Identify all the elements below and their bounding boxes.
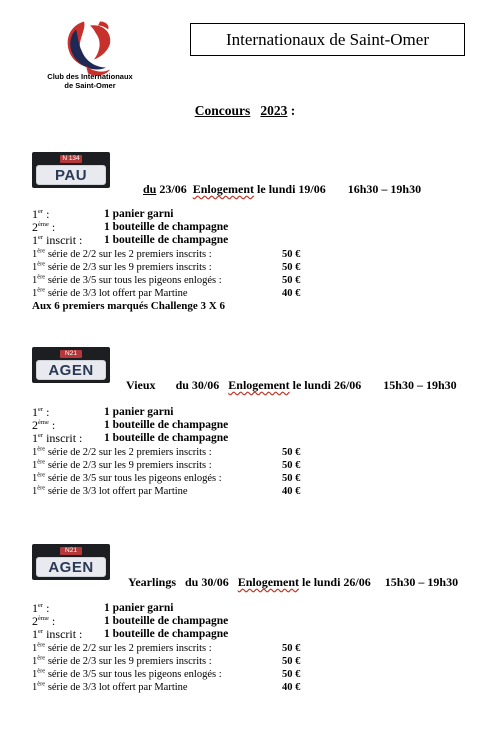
race-header-agen-yearlings [128, 575, 458, 590]
sign-name: AGEN [48, 558, 94, 576]
sign-name: PAU [54, 166, 88, 184]
date-prefix: du [175, 378, 189, 392]
race-category: Vieux [126, 378, 156, 392]
concours-label: Concours [194, 103, 251, 118]
road-sign-pau [32, 152, 110, 188]
document-title: Internationaux de Saint-Omer [226, 29, 429, 49]
date-prefix: du [143, 182, 157, 196]
race-header-agen-vieux [126, 378, 457, 393]
race-header-pau [143, 182, 421, 197]
enlogement-word: Enlogement [192, 182, 255, 196]
race-hours: 15h30 – 19h30 [383, 378, 457, 392]
race-hours: 15h30 – 19h30 [384, 575, 459, 589]
enlogement-date: le lundi 19/06 [254, 182, 326, 196]
concours-heading [0, 103, 490, 119]
sign-name: AGEN [48, 361, 94, 379]
sign-number: N21 [60, 547, 82, 555]
race-category: Yearlings [128, 575, 176, 589]
date-prefix: du [185, 575, 199, 589]
sign-plate [36, 360, 106, 380]
race-hours: 16h30 – 19h30 [347, 182, 422, 196]
concours-suffix: : [287, 103, 296, 118]
road-sign-agen-vieux [32, 347, 110, 383]
race-date: 30/06 [188, 378, 220, 392]
sign-number: N 134 [60, 155, 82, 163]
race-date: 23/06 [156, 182, 187, 196]
club-name [30, 72, 150, 90]
sign-plate [36, 557, 106, 577]
enlogement-date: le lundi 26/06 [299, 575, 371, 589]
enlogement-word: Enlogement [237, 575, 300, 589]
sign-plate [36, 165, 106, 185]
concours-year: 2023 [260, 103, 288, 118]
enlogement-date: le lundi 26/06 [289, 378, 362, 392]
race-date: 30/06 [198, 575, 229, 589]
club-name-line2: de Saint-Omer [64, 81, 116, 90]
road-sign-agen-yearlings [32, 544, 110, 580]
sign-number: N21 [60, 350, 82, 358]
enlogement-word: Enlogement [228, 378, 290, 392]
document-title-box [190, 23, 465, 56]
club-name-line1: Club des Internationaux [47, 72, 133, 81]
